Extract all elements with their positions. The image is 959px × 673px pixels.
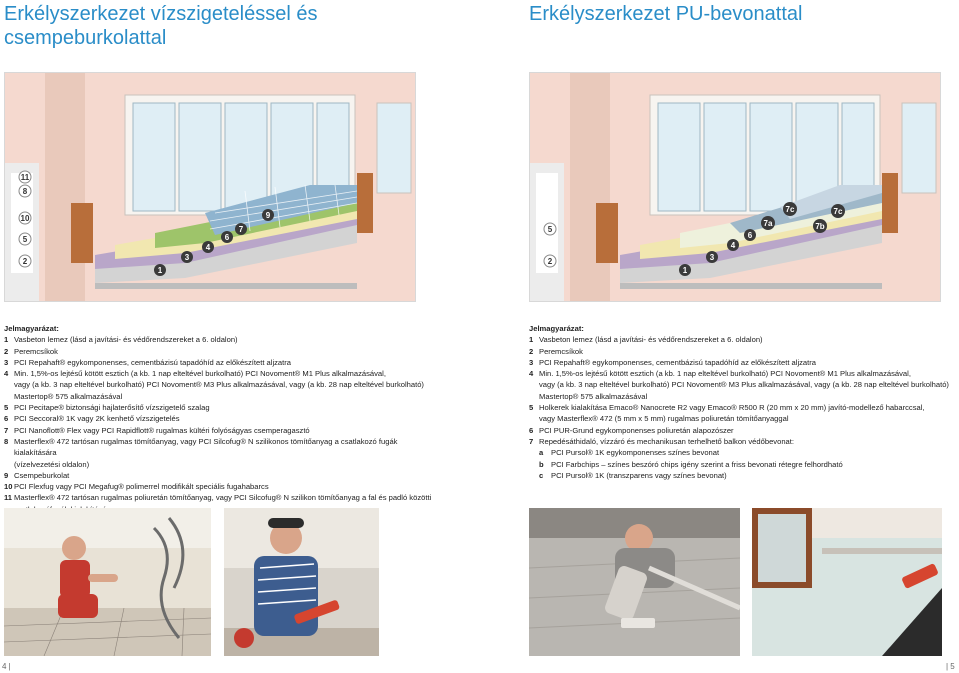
legend-item — [529, 368, 949, 379]
badge-label: 3 — [184, 253, 190, 262]
badge-label: 5 — [22, 235, 28, 244]
legend-text: Vasbeton lemez (lásd a javítási- és védőrendszereket a 6. oldalon) — [14, 335, 238, 345]
page-number-right: | 5 — [946, 662, 955, 671]
legend-subitem-letter: a — [539, 448, 544, 458]
legend-text-continued: (vízelvezetési oldalon) — [14, 459, 90, 469]
legend-subitem — [529, 447, 949, 458]
legend-item — [4, 413, 434, 424]
legend-item — [4, 470, 434, 481]
legend-text: PCI Repahaft® egykomponenses, cementbázisú tapadóhíd az előkészített aljzatra — [539, 357, 817, 367]
legend-item — [529, 334, 949, 345]
legend-item — [4, 368, 434, 379]
legend-number: 7 — [4, 425, 9, 435]
legend-number: 2 — [529, 346, 534, 356]
legend-item — [4, 425, 434, 436]
legend-item — [529, 436, 949, 447]
legend-number: 2 — [4, 346, 9, 356]
photo-worker-tiling — [4, 508, 211, 656]
badge-label: 9 — [265, 211, 271, 220]
legend-number: 9 — [4, 470, 9, 480]
badge-label: 7a — [763, 219, 773, 228]
badge-label: 7 — [238, 225, 244, 234]
legend-item — [4, 402, 434, 413]
badge-label: 1 — [682, 266, 688, 275]
balcony-pu-diagram — [529, 72, 941, 302]
legend-text-continued: Mastertop® 575 alkalmazásával — [14, 391, 123, 401]
badge-label: 7c — [833, 207, 843, 216]
legend-subitem-letter: b — [539, 459, 544, 469]
legend-text: Peremcsíkok — [539, 346, 583, 356]
legend-text: PCI Repahaft® egykomponenses, cementbázisú tapadóhíd az előkészített aljzatra — [14, 357, 292, 367]
legend-subitem-text: PCI Pursol® 1K egykomponenses színes bevonat — [551, 448, 720, 458]
legend-number: 4 — [4, 369, 9, 379]
legend-item — [529, 357, 949, 368]
legend-subitem-letter: c — [539, 470, 544, 480]
balcony-tile-diagram — [4, 72, 416, 302]
legend-text: PCI Flexfug vagy PCI Megafug® polimerrel modifikált speciális fugahabarcs — [14, 482, 269, 492]
legend-number: 10 — [4, 482, 13, 492]
legend-number: 8 — [4, 436, 9, 446]
badge-label: 1 — [157, 266, 163, 275]
badge-label: 6 — [224, 233, 230, 242]
legend-list — [4, 334, 434, 515]
legend-text: Min. 1,5%-os lejtésű kötött esztich (a kb. 1 nap elteltével burkolható) PCI Novoment® M1 Plus alkalmazásával, — [539, 369, 911, 379]
legend-text: PCI PUR-Grund egykomponenses poliuretán alapozószer — [539, 425, 734, 435]
legend-number: 1 — [4, 335, 9, 345]
legend-subitem-text: PCI Farbchips – színes beszóró chips igény szerint a friss bevonati rétegre felhordható — [551, 459, 843, 469]
legend-item — [4, 481, 434, 492]
legend-number: 1 — [529, 335, 534, 345]
badge-label: 2 — [547, 257, 553, 266]
legend-text: Repedésáthidaló, vízzáró és mechanikusan terhelhető balkon védőbevonat: — [539, 436, 794, 446]
badge-label: 4 — [205, 243, 211, 252]
legend-number: 5 — [4, 403, 9, 413]
legend-text: PCI Nanoflott® Flex vagy PCI Rapidflott® rugalmas kültéri folyóságyas csemperagasztó — [14, 425, 310, 435]
legend-heading: Jelmagyarázat: — [529, 324, 584, 333]
photo-coated-floor — [752, 508, 942, 656]
left-page-title: Erkélyszerkezet vízszigeteléssel és csempeburkolattal — [4, 3, 318, 49]
badge-label: 4 — [730, 241, 736, 250]
legend-number: 3 — [4, 357, 9, 367]
legend-list — [529, 334, 949, 481]
badge-label: 7c — [785, 205, 795, 214]
legend-text: Holkerek kialakítása Emaco® Nanocrete R2 vagy Emaco® R500 R (20 mm x 20 mm) javító-modellező habarccsal, — [539, 403, 925, 413]
legend-text-continued: vagy (a kb. 3 nap elteltével burkolható) PCI Novoment® M3 Plus alkalmazásával, vagy (a kb. 28 nap elteltével burkolható) — [14, 380, 424, 390]
badge-label: 3 — [709, 253, 715, 262]
legend-item — [4, 492, 434, 503]
badge-label: 11 — [20, 173, 30, 182]
legend-text-continued: vagy Masterflex® 472 (5 mm x 5 mm) rugalmas poliuretán tömítőanyaggal — [539, 414, 789, 424]
right-page-title: Erkélyszerkezet PU-bevonattal — [529, 3, 803, 25]
legend-text-continued: vagy (a kb. 3 nap elteltével burkolható) PCI Novoment® M3 Plus alkalmazásával, vagy (a kb. 28 nap elteltével burkolható) — [539, 380, 949, 390]
legend-text: PCI Pecitape® biztonsági hajlaterősítő vízszigetelő szalag — [14, 403, 210, 413]
legend-number: 3 — [529, 357, 534, 367]
legend-subitem — [529, 470, 949, 481]
badge-label: 2 — [22, 257, 28, 266]
legend-item — [4, 436, 434, 459]
legend-number: 11 — [4, 493, 13, 503]
legend-number: 4 — [529, 369, 534, 379]
legend-number: 6 — [4, 414, 9, 424]
badge-label: 8 — [22, 187, 28, 196]
page-number-left: 4 | — [2, 662, 11, 671]
legend-item — [529, 346, 949, 357]
photo-worker-screed — [529, 508, 740, 656]
legend-text: Vasbeton lemez (lásd a javítási- és védőrendszereket a 6. oldalon) — [539, 335, 763, 345]
legend-subitem-text: PCI Pursol® 1K (transzparens vagy színes bevonat) — [551, 470, 727, 480]
legend-item — [529, 425, 949, 436]
legend-number: 7 — [529, 436, 534, 446]
right-legend — [529, 323, 949, 481]
legend-subitem — [529, 459, 949, 470]
badge-label: 6 — [747, 231, 753, 240]
legend-item — [529, 402, 949, 413]
badge-label: 7b — [815, 222, 825, 231]
legend-number: 5 — [529, 403, 534, 413]
balcony-tile-illustration — [5, 73, 416, 302]
badge-label: 10 — [20, 214, 30, 223]
legend-text: Masterflex® 472 tartósan rugalmas tömítőanyag, vagy PCI Silcofug® N szilikonos tömítőanyag a csatlakozó fugák kialakítására — [14, 436, 398, 458]
legend-text-continued: Mastertop® 575 alkalmazásával — [539, 391, 648, 401]
legend-text: Masterflex® 472 tartósan rugalmas poliuretán tömítőanyag, vagy PCI Silcofug® N szilikon tömítőanyag a fal és padló közötti — [14, 493, 432, 503]
legend-number: 6 — [529, 425, 534, 435]
legend-text: Peremcsíkok — [14, 346, 58, 356]
legend-heading: Jelmagyarázat: — [4, 324, 59, 333]
legend-text: Csempeburkolat — [14, 470, 70, 480]
legend-item — [4, 346, 434, 357]
balcony-pu-illustration — [530, 73, 941, 302]
legend-item — [4, 357, 434, 368]
legend-text: PCI Seccoral® 1K vagy 2K kenhető vízszigetelés — [14, 414, 180, 424]
left-legend — [4, 323, 434, 515]
legend-item — [4, 334, 434, 345]
photo-worker-sealant — [224, 508, 379, 656]
legend-text: Min. 1,5%-os lejtésű kötött esztich (a kb. 1 nap elteltével burkolható) PCI Novoment® M1 Plus alkalmazásával, — [14, 369, 386, 379]
badge-label: 5 — [547, 225, 553, 234]
